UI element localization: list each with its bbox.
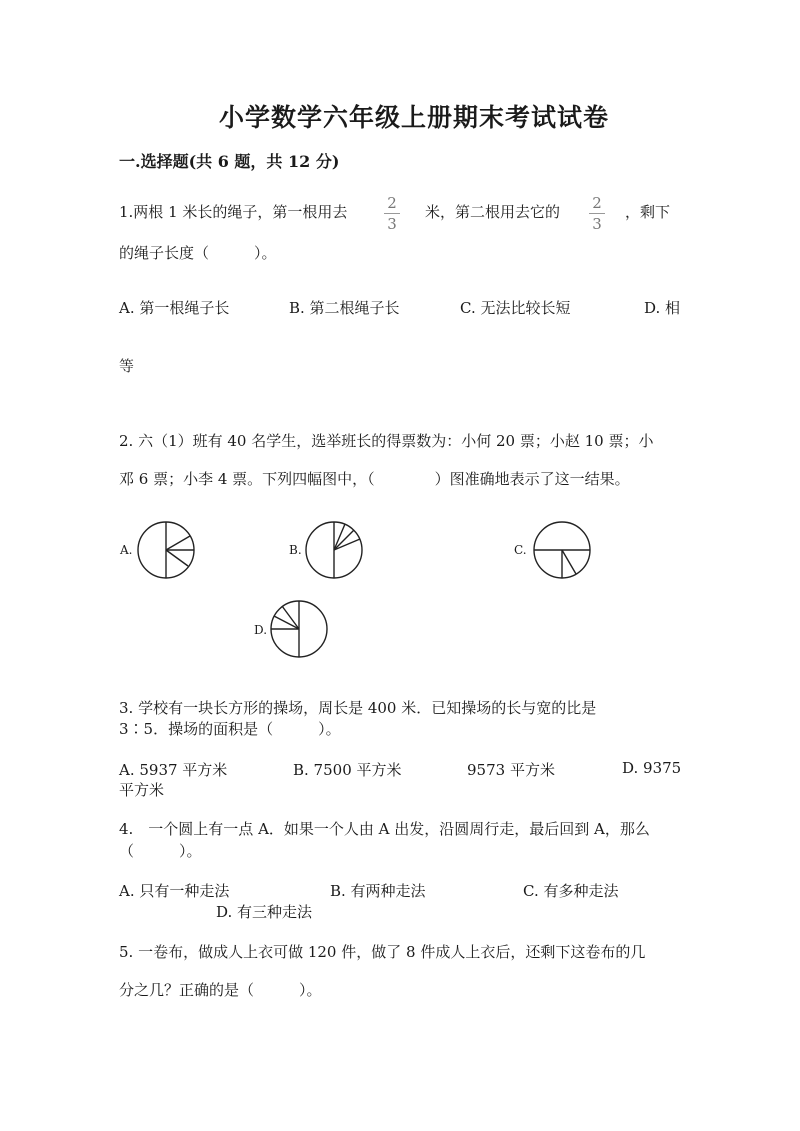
q1-text-part1: 1.两根 1 米长的绳子，第一根用去	[119, 203, 348, 221]
q4-text-line1: 4. 一个圆上有一点 A．如果一个人由 A 出发，沿圆周行走，最后回到 A，那么	[119, 820, 650, 838]
q1-option-d: D. 相	[644, 299, 681, 317]
q1-text-line2: 的绳子长度（ ）。	[119, 244, 277, 262]
q3-text-line2: 3∶5．操场的面积是（ ）。	[119, 720, 341, 738]
fraction-denominator: 3	[387, 215, 397, 233]
pie-chart-d	[270, 600, 328, 658]
fraction-numerator: 2	[387, 194, 397, 212]
q1-option-d-wrap: 等	[119, 357, 135, 375]
q1-text-part3: ，剩下	[625, 203, 671, 221]
q1-option-c: C. 无法比较长短	[460, 299, 571, 317]
q4-option-a: A. 只有一种走法	[119, 882, 230, 900]
q2-label-c: C.	[514, 543, 527, 557]
page-title: 小学数学六年级上册期末考试试卷	[219, 103, 610, 132]
q2-label-d: D.	[254, 623, 268, 637]
pie-chart-b	[305, 521, 363, 579]
fraction-numerator: 2	[592, 194, 602, 212]
q3-text-line1: 3. 学校有一块长方形的操场，周长是 400 米．已知操场的长与宽的比是	[119, 699, 597, 717]
q5-text-line2: 分之几？正确的是（ ）。	[119, 981, 322, 999]
q5-text-line1: 5. 一卷布，做成人上衣可做 120 件，做了 8 件成人上衣后，还剩下这卷布的几	[119, 943, 646, 961]
q4-option-c: C. 有多种走法	[523, 882, 619, 900]
q3-option-b: B. 7500 平方米	[293, 761, 402, 779]
q1-option-b: B. 第二根绳子长	[289, 299, 400, 317]
q4-text-line2: （ ）。	[119, 842, 202, 860]
q1-text-part2: 米，第二根用去它的	[425, 203, 561, 221]
pie-chart-a	[137, 521, 195, 579]
q4-option-b: B. 有两种走法	[330, 882, 426, 900]
q2-label-a: A.	[120, 543, 133, 557]
section-heading: 一.选择题(共 6 题，共 12 分)	[119, 152, 340, 171]
fraction-denominator: 3	[592, 215, 602, 233]
q1-fraction-1	[382, 194, 402, 233]
q3-option-d: D. 9375	[622, 759, 682, 777]
q2-text-line1: 2. 六（1）班有 40 名学生，选举班长的得票数为：小何 20 票；小赵 10 票；小	[119, 432, 654, 450]
q3-option-c: 9573 平方米	[467, 761, 555, 779]
q2-label-b: B.	[289, 543, 302, 557]
q1-fraction-2	[587, 194, 607, 233]
q1-option-a: A. 第一根绳子长	[119, 299, 230, 317]
q2-text-line2: 邓 6 票；小李 4 票。下列四幅图中，（ ）图准确地表示了这一结果。	[119, 470, 630, 488]
q3-option-d-wrap: 平方米	[119, 781, 165, 799]
pie-chart-c	[533, 521, 591, 579]
q3-option-a: A. 5937 平方米	[119, 761, 228, 779]
q4-option-d: D. 有三种走法	[216, 903, 313, 921]
